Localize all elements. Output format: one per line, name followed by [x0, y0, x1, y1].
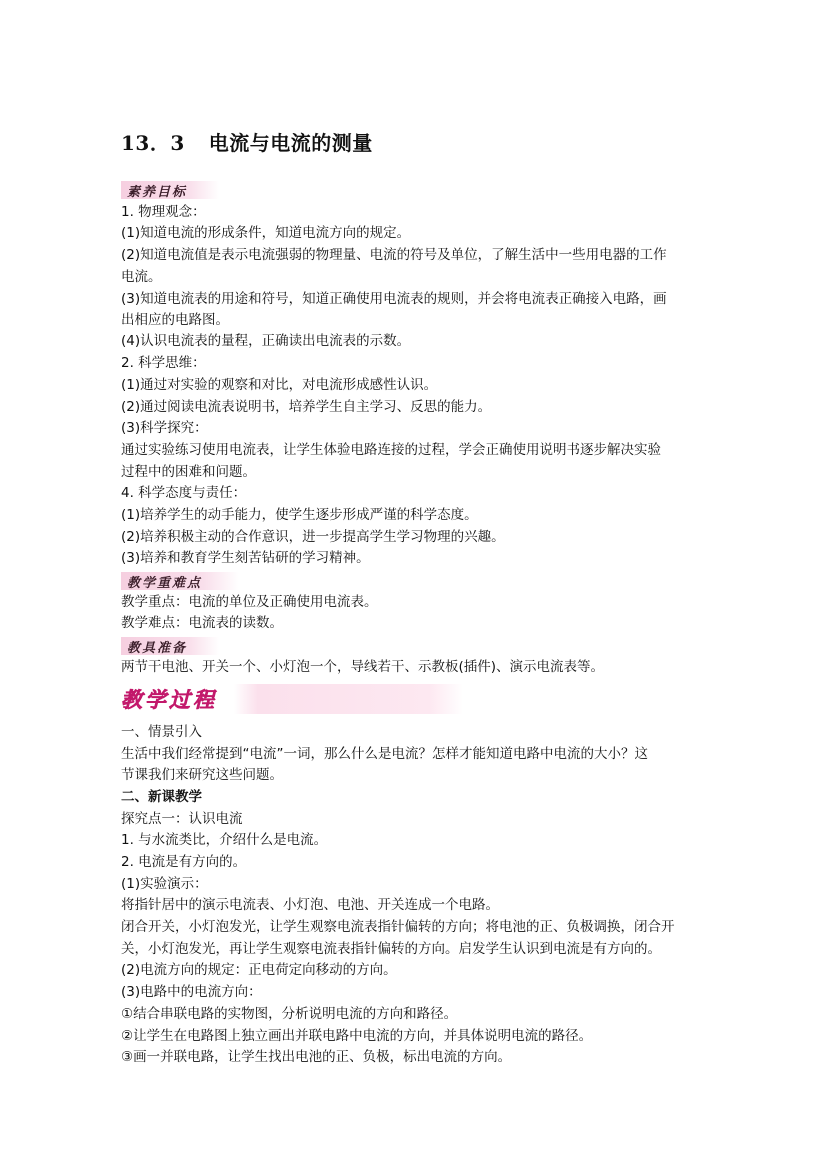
goal-line: 电流。: [121, 269, 162, 285]
process-line: ③画一并联电路，让学生找出电池的正、负极，标出电流的方向。: [121, 1049, 512, 1065]
process-line: ①结合串联电路的实物图，分析说明电流的方向和路径。: [121, 1006, 458, 1022]
goal-line: (3)知道电流表的用途和符号，知道正确使用电流表的规则，并会将电流表正确接入电路，画: [121, 291, 667, 307]
process-line: 生活中我们经常提到“电流”一词，那么什么是电流？怎样才能知道电路中电流的大小？这: [121, 746, 648, 762]
key-point-line: 教学重点：电流的单位及正确使用电流表。: [121, 594, 378, 610]
process-line: 将指针居中的演示电流表、小灯泡、电池、开关连成一个电路。: [121, 897, 499, 913]
tools-line: 两节干电池、开关一个、小灯泡一个，导线若干、示教板(插件)、演示电流表等。: [121, 659, 605, 675]
goal-line: 1. 物理观念：: [121, 204, 206, 220]
goal-line: (2)培养积极主动的合作意识，进一步提高学生学习物理的兴趣。: [121, 529, 505, 545]
goal-line: 过程中的困难和问题。: [121, 464, 256, 480]
goal-line: (3)培养和教育学生刻苦钻研的学习精神。: [121, 550, 370, 566]
process-line: ②让学生在电路图上独立画出并联电路中电流的方向，并具体说明电流的路径。: [121, 1028, 593, 1044]
goal-line: (3)科学探究：: [121, 420, 208, 436]
goal-line: 2. 科学思维：: [121, 355, 206, 371]
process-line: 闭合开关，小灯泡发光，让学生观察电流表指针偏转的方向；将电池的正、负极调换，闭合开: [121, 919, 675, 935]
section-header-tools: 教具准备: [121, 637, 219, 655]
process-line: 2. 电流是有方向的。: [121, 854, 247, 870]
process-line: 一、情景引入: [121, 724, 202, 740]
goal-line: (4)认识电流表的量程，正确读出电流表的示数。: [121, 333, 411, 349]
key-point-line: 教学难点：电流表的读数。: [121, 615, 283, 631]
section-number: 13．3: [121, 131, 185, 155]
goal-line: 出相应的电路图。: [121, 312, 229, 328]
section-header-key-points: 教学重难点: [121, 572, 239, 590]
goal-line: 4. 科学态度与责任：: [121, 485, 247, 501]
process-line: 节课我们来研究这些问题。: [121, 767, 283, 783]
section-header-goals: 素养目标: [121, 181, 219, 199]
process-line: (1)实验演示：: [121, 876, 208, 892]
section-header-process: 教学过程: [121, 684, 463, 714]
section-title: 电流与电流的测量: [208, 131, 373, 155]
process-line: (2)电流方向的规定：正电荷定向移动的方向。: [121, 962, 397, 978]
page-title: [121, 127, 373, 156]
process-line: 探究点一：认识电流: [121, 811, 243, 827]
goal-line: (1)知道电流的形成条件，知道电流方向的规定。: [121, 225, 411, 241]
process-line: 关，小灯泡发光，再让学生观察电流表指针偏转的方向。启发学生认识到电流是有方向的。: [121, 941, 661, 957]
goal-line: (2)通过阅读电流表说明书，培养学生自主学习、反思的能力。: [121, 399, 492, 415]
process-line: 二、新课教学: [121, 789, 202, 805]
goal-line: (1)培养学生的动手能力，使学生逐步形成严谨的科学态度。: [121, 507, 478, 523]
process-line: (3)电路中的电流方向：: [121, 984, 262, 1000]
goal-line: (2)知道电流值是表示电流强弱的物理量、电流的符号及单位，了解生活中一些用电器的工作: [121, 247, 667, 263]
goal-line: 通过实验练习使用电流表，让学生体验电路连接的过程，学会正确使用说明书逐步解决实验: [121, 442, 661, 458]
process-line: 1. 与水流类比，介绍什么是电流。: [121, 832, 328, 848]
goal-line: (1)通过对实验的观察和对比，对电流形成感性认识。: [121, 377, 438, 393]
